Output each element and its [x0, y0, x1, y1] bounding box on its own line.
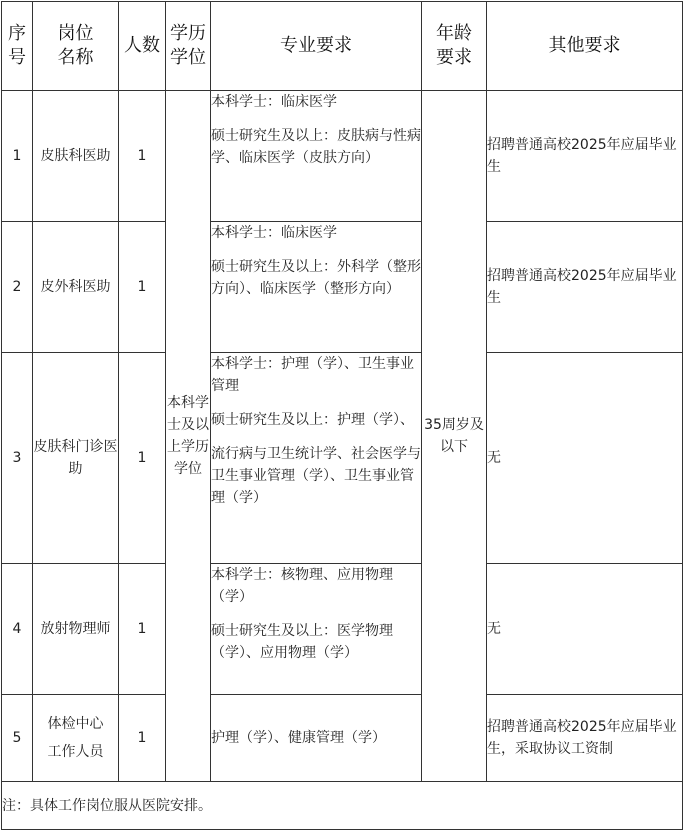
- major-line: 本科学士：核物理、应用物理（学）: [211, 567, 393, 605]
- table-row: [2, 91, 683, 222]
- major-line: 硕士研究生及以上：皮肤病与性病学、临床医学（皮肤方向）: [211, 128, 421, 166]
- table-row: [2, 353, 683, 564]
- row-other: 招聘普通高校2025年应届毕业生: [487, 91, 683, 222]
- row-other: 招聘普通高校2025年应届毕业生: [487, 222, 683, 353]
- table-note: 注：具体工作岗位服从医院安排。: [2, 782, 683, 830]
- row-seq: 3: [2, 353, 33, 564]
- row-major: [211, 91, 422, 222]
- education-requirement: 本科学士及以上学历学位: [166, 91, 211, 782]
- row-major: [211, 222, 422, 353]
- row-major: [211, 564, 422, 695]
- header-count: 人数: [119, 2, 166, 91]
- table-row: [2, 222, 683, 353]
- row-count: 1: [119, 91, 166, 222]
- row-position: 皮外科医助: [33, 222, 119, 353]
- row-other: 招聘普通高校2025年应届毕业生，采取协议工资制: [487, 695, 683, 782]
- header-row: [2, 2, 683, 91]
- major-line: 硕士研究生及以上：外科学（整形方向）、临床医学（整形方向）: [211, 259, 421, 297]
- row-major: [211, 353, 422, 564]
- row-count: 1: [119, 222, 166, 353]
- row-other: 无: [487, 353, 683, 564]
- header-seq: 序 号: [2, 2, 33, 91]
- header-education: 学历 学位: [166, 2, 211, 91]
- major-line: 硕士研究生及以上：护理（学）、: [211, 412, 414, 428]
- row-position: 皮肤科门诊医助: [33, 353, 119, 564]
- recruitment-table: [1, 1, 683, 830]
- row-count: 1: [119, 695, 166, 782]
- major-line: 流行病与卫生统计学、社会医学与卫生事业管理（学）、卫生事业管理（学）: [211, 446, 421, 506]
- row-position: 放射物理师: [33, 564, 119, 695]
- major-line: 护理（学）、健康管理（学）: [211, 730, 386, 746]
- row-seq: 4: [2, 564, 33, 695]
- row-other: 无: [487, 564, 683, 695]
- header-other: 其他要求: [487, 2, 683, 91]
- major-line: 本科学士：临床医学: [211, 94, 337, 110]
- table-row: [2, 695, 683, 782]
- row-position: 体检中心 工作人员: [33, 695, 119, 782]
- row-count: 1: [119, 353, 166, 564]
- header-age: 年龄 要求: [422, 2, 487, 91]
- age-requirement: 35周岁及以下: [422, 91, 487, 782]
- row-seq: 2: [2, 222, 33, 353]
- row-seq: 5: [2, 695, 33, 782]
- row-major: [211, 695, 422, 782]
- major-line: 本科学士：临床医学: [211, 225, 337, 241]
- row-position: 皮肤科医助: [33, 91, 119, 222]
- major-line: 硕士研究生及以上：医学物理（学）、应用物理（学）: [211, 623, 393, 661]
- major-line: 本科学士：护理（学）、卫生事业管理: [211, 356, 414, 394]
- table-row: [2, 564, 683, 695]
- row-count: 1: [119, 564, 166, 695]
- note-row: [2, 782, 683, 830]
- header-major: 专业要求: [211, 2, 422, 91]
- row-seq: 1: [2, 91, 33, 222]
- header-position: 岗位 名称: [33, 2, 119, 91]
